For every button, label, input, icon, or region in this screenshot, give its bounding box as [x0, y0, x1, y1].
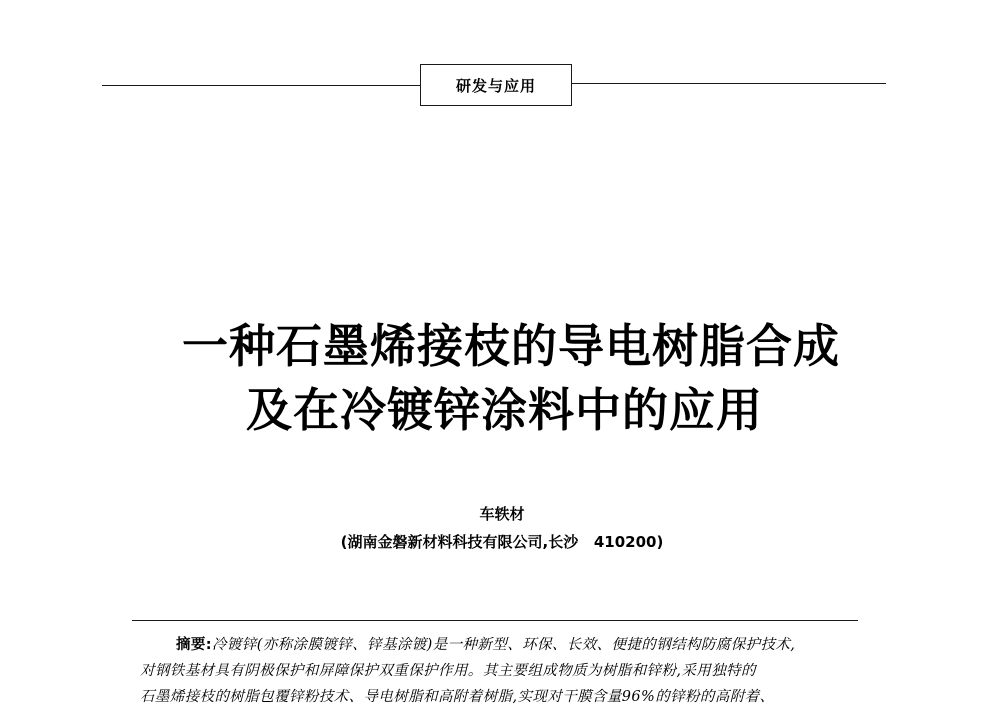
paper-title-line-2: 及在冷镀锌涂料中的应用 [246, 383, 763, 437]
section-header-label: 研发与应用 [455, 76, 536, 95]
section-header-box [420, 64, 572, 106]
author-affiliation: (湖南金磐新材料科技有限公司,长沙 410200) [340, 533, 664, 551]
abstract-block [140, 632, 860, 710]
paper-title-line-1: 一种石墨烯接枝的导电树脂合成 [182, 319, 840, 373]
author-name: 车轶材 [479, 505, 525, 523]
abstract-rule [132, 620, 858, 621]
abstract-label: 摘要: [176, 637, 212, 653]
abstract-line-2: 对钢铁基材具有阴极保护和屏障保护双重保护作用。其主要组成物质为树脂和锌粉,采用独特的 [140, 663, 756, 679]
abstract-line-1 [140, 632, 860, 658]
header-rule-left [102, 85, 420, 86]
abstract-text-1: 冷镀锌(亦称涂膜镀锌、锌基涂镀)是一种新型、环保、长效、便捷的钢结构防腐保护技术, [212, 637, 796, 653]
header-rule-right [572, 83, 886, 84]
abstract-line-3: 石墨烯接枝的树脂包覆锌粉技术、导电树脂和高附着树脂,实现对干膜含量96%的锌粉的高附着、 [140, 689, 775, 705]
